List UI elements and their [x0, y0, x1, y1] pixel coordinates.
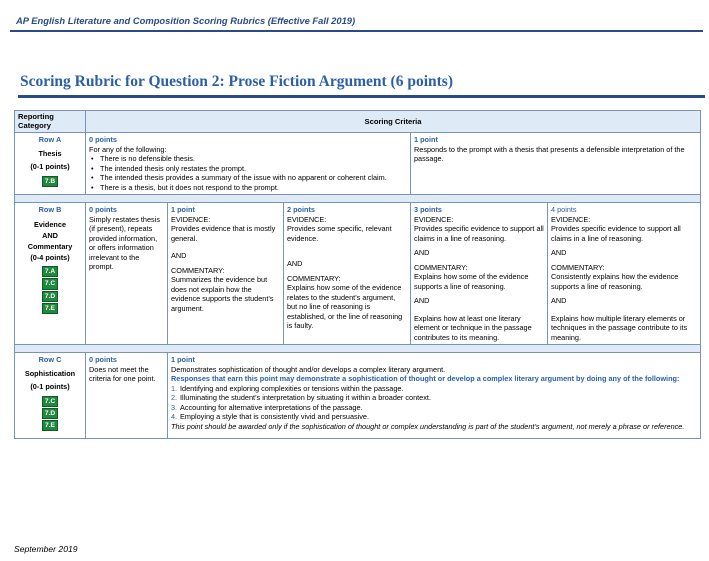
and-label: AND: [414, 296, 430, 306]
skill-badge: 7.B: [42, 176, 58, 187]
evidence-label: EVIDENCE:: [287, 214, 327, 224]
and-label: AND: [287, 259, 303, 269]
row-c-zero-points: 0 points: [89, 355, 117, 365]
skill-badge: 7.D: [42, 291, 58, 302]
row-b-zero-text: Simply restates thesis (if present), repeats provided information, or offers information irrelevant to the prompt.: [89, 214, 160, 272]
row-c-one-point-cell: [168, 353, 701, 439]
and-label: AND: [551, 296, 567, 306]
bullet-item: • The intended thesis provides a summary of the issue with no apparent or coherent claim.: [89, 173, 407, 182]
and-label: AND: [551, 248, 567, 258]
list-item: 1. Identifying and exploring complexities or tensions within the passage.: [171, 383, 404, 393]
list-item: 4. Employing a style that is consistently vivid and persuasive.: [171, 412, 369, 422]
bullet-item: • The intended thesis only restates the prompt.: [89, 164, 407, 173]
list-item: 3. Accounting for alternative interpretations of the passage.: [171, 402, 363, 412]
row-a-label: Row A: [38, 135, 62, 145]
bullet-item: • There is a thesis, but it does not respond to the prompt.: [89, 183, 407, 192]
row-a-range: (0-1 points): [30, 162, 70, 172]
commentary-text: Summarizes the evidence but does not explain how the evidence supports the student’s argument.: [171, 275, 274, 313]
row-a-category: [15, 133, 86, 195]
row-b-three-points-cell: [411, 203, 548, 345]
table-header-row: [15, 111, 701, 133]
commentary-label: COMMENTARY:: [287, 273, 341, 283]
row-a-zero-bullets: [89, 154, 407, 192]
row-spacer: [15, 195, 701, 203]
row-c-name: Sophistication: [24, 368, 76, 378]
commentary-text: Explains how some of the evidence relates to the student’s argument, but no line of reasoning is established, or the line of reasoning is faulty.: [287, 283, 403, 331]
row-c-responses-intro: Responses that earn this point may demonstrate a sophistication of thought or develop a complex literary argument by doing any of the following:: [171, 374, 680, 384]
evidence-label: EVIDENCE:: [551, 214, 591, 224]
row-b-two-points-cell: [284, 203, 411, 345]
bullet-item: • There is no defensible thesis.: [89, 154, 407, 163]
row-a-one-point: 1 point: [414, 135, 438, 145]
row-b-name-line: Evidence: [33, 219, 67, 229]
row-b-zero-points-cell: [86, 203, 168, 345]
row-b-evidence-commentary: [15, 203, 701, 345]
evidence-text: Provides specific evidence to support all claims in a line of reasoning.: [551, 224, 681, 243]
commentary-label: COMMENTARY:: [551, 262, 605, 272]
row-c-note: This point should be awarded only if the sophistication of thought or complex understanding is part of the student’s argument, not merely a phrase or reference.: [171, 421, 685, 431]
skill-badge: 7.E: [42, 420, 58, 431]
evidence-text: Provides specific evidence to support all claims in a line of reasoning.: [414, 224, 544, 243]
row-b-four-points-cell: [548, 203, 701, 345]
row-c-category: [15, 353, 86, 439]
scoring-criteria-header: Scoring Criteria: [86, 111, 701, 133]
literary-element-text: Explains how multiple literary elements or techniques in the passage contribute to its meaning.: [551, 313, 688, 342]
row-c-one-point: 1 point: [171, 355, 195, 365]
row-a-zero-intro: For any of the following:: [89, 144, 167, 154]
row-b-range: (0-4 points): [30, 252, 70, 262]
row-b-two-points: 2 points: [287, 205, 315, 215]
row-a-zero-points: 0 points: [89, 135, 117, 145]
skill-badge: 7.E: [42, 303, 58, 314]
row-a-one-text: Responds to the prompt with a thesis that presents a defensible interpretation of the passage.: [414, 144, 685, 164]
commentary-text: Consistently explains how the evidence supports a line of reasoning.: [551, 272, 679, 291]
commentary-label: COMMENTARY:: [171, 265, 225, 275]
skill-badge: 7.D: [42, 408, 58, 419]
evidence-text: Provides evidence that is mostly general.: [171, 224, 276, 243]
scoring-rubric-table: [14, 110, 701, 439]
skill-badge: 7.A: [42, 266, 58, 277]
evidence-label: EVIDENCE:: [414, 214, 454, 224]
row-a-skills: [18, 176, 82, 188]
reporting-category-header: Reporting Category: [15, 111, 86, 133]
row-c-zero-points-cell: [86, 353, 168, 439]
row-b-zero-points: 0 points: [89, 205, 117, 215]
header-rule: [10, 30, 703, 32]
skill-badge: 7.C: [42, 396, 58, 407]
row-b-three-points: 3 points: [414, 205, 442, 215]
evidence-label: EVIDENCE:: [171, 214, 211, 224]
row-b-one-point-cell: [168, 203, 284, 345]
row-c-skills: [18, 396, 82, 433]
row-a-one-point-cell: [411, 133, 701, 195]
row-a-zero-points-cell: [86, 133, 411, 195]
row-b-one-point: 1 point: [171, 205, 195, 215]
row-c-label: Row C: [38, 355, 62, 365]
literary-element-text: Explains how at least one literary element or technique in the passage contributes to its meaning.: [414, 313, 532, 342]
document-header-title: AP English Literature and Composition Scoring Rubrics (Effective Fall 2019): [16, 15, 356, 26]
list-item: 2. Illuminating the student’s interpretation by situating it within a broader context.: [171, 393, 431, 403]
title-rule: [18, 95, 705, 98]
row-b-name-line: Commentary: [27, 242, 73, 252]
footer-date: September 2019: [14, 544, 78, 554]
row-b-category: [15, 203, 86, 345]
row-c-range: (0-1 points): [30, 382, 70, 392]
row-spacer: [15, 345, 701, 353]
row-a-name: Thesis: [38, 148, 62, 158]
and-label: AND: [171, 251, 187, 261]
row-b-name-line: AND: [42, 231, 58, 241]
and-label: AND: [414, 248, 430, 258]
row-c-approaches-list: [171, 384, 697, 422]
row-c-zero-text: Does not meet the criteria for one point.: [89, 364, 156, 384]
row-b-label: Row B: [38, 205, 62, 215]
commentary-label: COMMENTARY:: [414, 262, 468, 272]
row-c-one-text: Demonstrates sophistication of thought and/or develops a complex literary argument.: [171, 364, 446, 374]
row-a-thesis: [15, 133, 701, 195]
row-b-four-points: 4 points: [551, 205, 577, 215]
commentary-text: Explains how some of the evidence supports a line of reasoning.: [414, 272, 529, 291]
page-title: Scoring Rubric for Question 2: Prose Fiction Argument (6 points): [20, 73, 453, 90]
evidence-text: Provides some specific, relevant evidence.: [287, 224, 392, 243]
row-c-sophistication: [15, 353, 701, 439]
skill-badge: 7.C: [42, 278, 58, 289]
row-b-skills: [18, 266, 82, 315]
